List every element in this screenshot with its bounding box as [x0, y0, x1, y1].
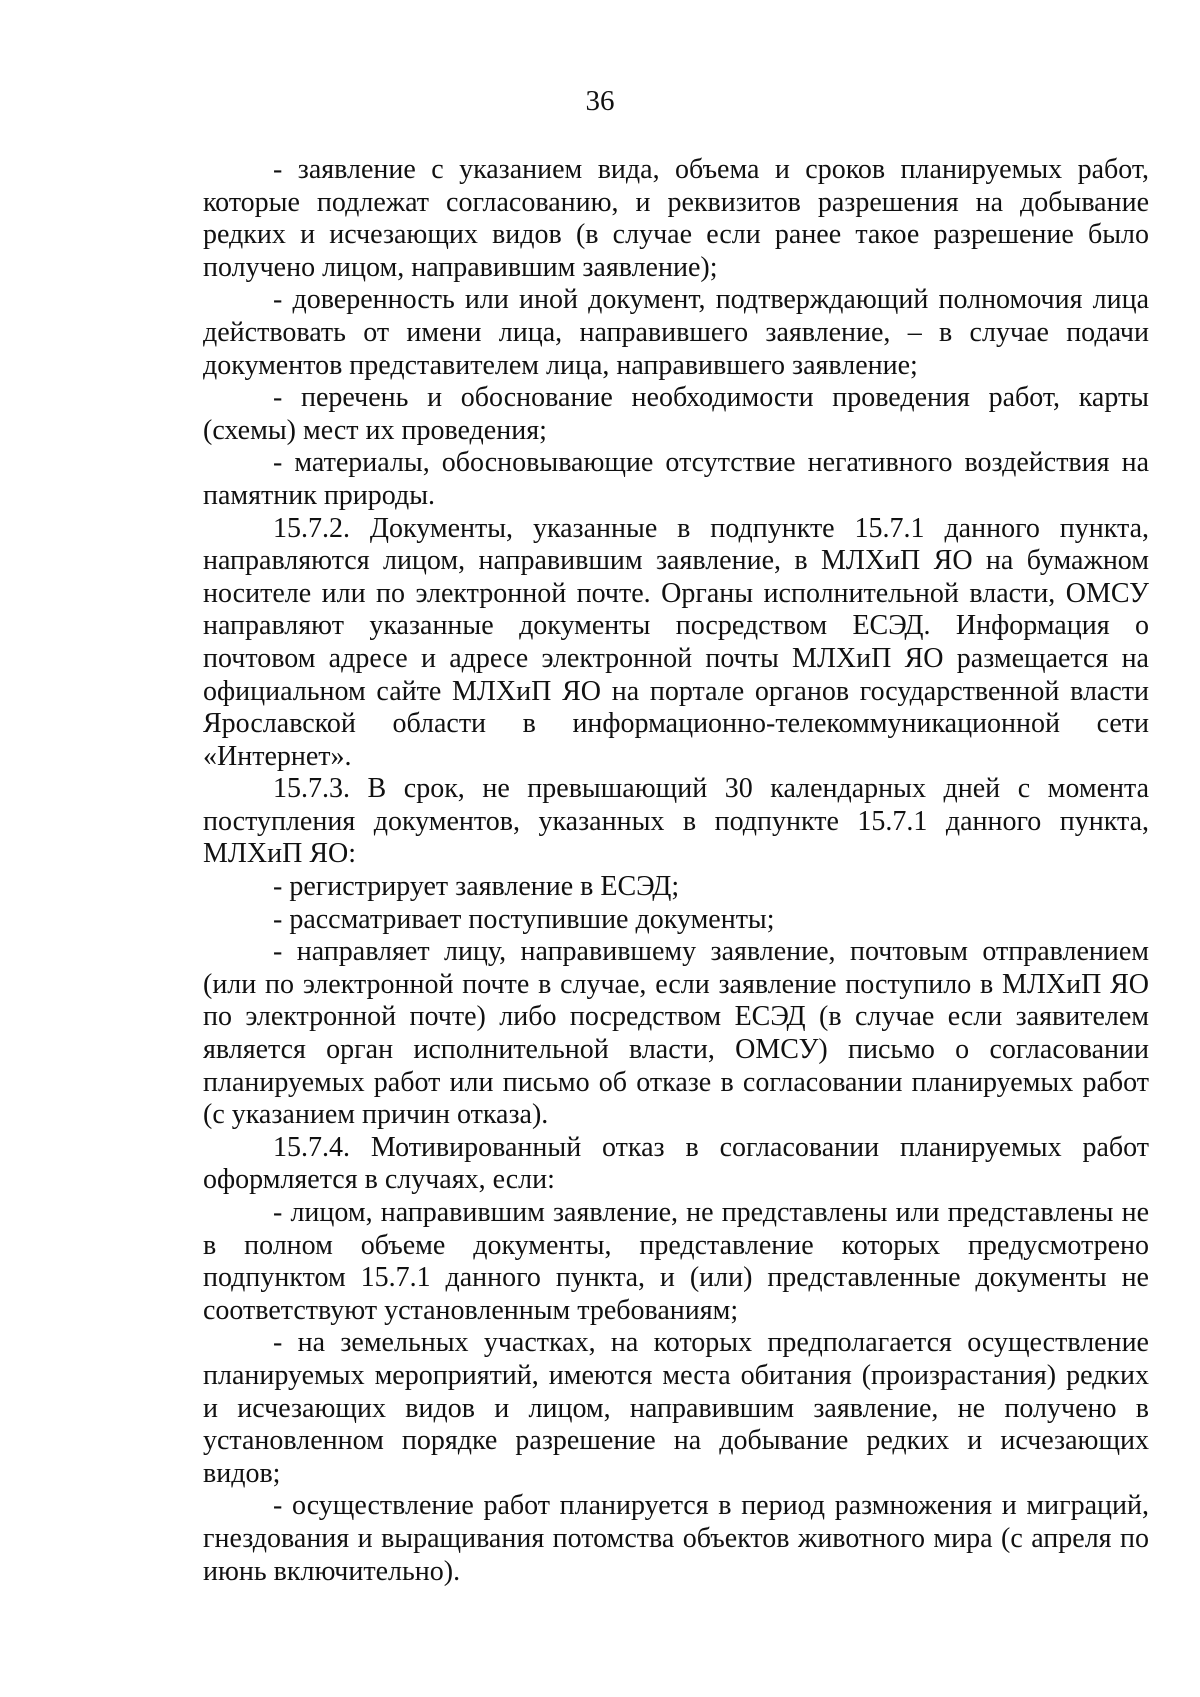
list-item-application: - заявление с указанием вида, объема и сроков планируемых работ, которые подлежат согласованию, и реквизитов разрешения на добывание редких и исчезающих видов (в случае если ранее такое разрешение было получено лицом, направившим заявление);: [203, 154, 1149, 283]
list-item-breeding-period: - осуществление работ планируется в период размножения и миграций, гнездования и выращивания потомства объектов животного мира (с апреля по июнь включительно).: [203, 1490, 1149, 1587]
list-item-justification: - перечень и обоснование необходимости проведения работ, карты (схемы) мест их проведения;: [203, 382, 1149, 446]
list-item-sends-letter: - направляет лицу, направившему заявление, почтовым отправлением (или по электронной почте в случае, если заявление поступило в МЛХиП ЯО по электронной почте) либо посредством ЕСЭД (в случае если заявителем является орган исполнительной власти, ОМСУ) письмо о согласовании планируемых работ или письмо об отказе в согласовании планируемых работ (с указанием причин отказа).: [203, 936, 1149, 1131]
list-item-incomplete-documents: - лицом, направившим заявление, не представлены или представлены не в полном объеме документы, представление которых предусмотрено подпунктом 15.7.1 данного пункта, и (или) представленные документы не соответствуют установленным требованиям;: [203, 1197, 1149, 1326]
list-item-rare-species-habitat: - на земельных участках, на которых предполагается осуществление планируемых мероприятий, имеются места обитания (произрастания) редких и исчезающих видов и лицом, направившим заявление, не получено в установленном порядке разрешение на добывание редких и исчезающих видов;: [203, 1327, 1149, 1489]
list-item-registers: - регистрирует заявление в ЕСЭД;: [273, 871, 680, 903]
list-item-reviews: - рассматривает поступившие документы;: [273, 903, 775, 935]
page-number: 36: [585, 85, 615, 117]
clause-15-7-4: 15.7.4. Мотивированный отказ в согласовании планируемых работ оформляется в случаях, если:: [203, 1131, 1149, 1196]
document-body: [203, 154, 1149, 1588]
clause-15-7-3: 15.7.3. В срок, не превышающий 30 календарных дней с момента поступления документов, указанных в подпункте 15.7.1 данного пункта, МЛХиП ЯО:: [203, 773, 1149, 870]
list-item-materials: - материалы, обосновывающие отсутствие негативного воздействия на памятник природы.: [203, 447, 1149, 511]
list-item-power-of-attorney: - доверенность или иной документ, подтверждающий полномочия лица действовать от имени лица, направившего заявление, – в случае подачи документов представителем лица, направившего заявление;: [203, 284, 1149, 381]
clause-15-7-2: 15.7.2. Документы, указанные в подпункте 15.7.1 данного пункта, направляются лицом, направившим заявление, в МЛХиП ЯО на бумажном носителе или по электронной почте. Органы исполнительной власти, ОМСУ направляют указанные документы посредством ЕСЭД. Информация о почтовом адресе и адресе электронной почты МЛХиП ЯО размещается на официальном сайте МЛХиП ЯО на портале органов государственной власти Ярославской области в информационно-телекоммуникационной сети «Интернет».: [203, 512, 1149, 772]
